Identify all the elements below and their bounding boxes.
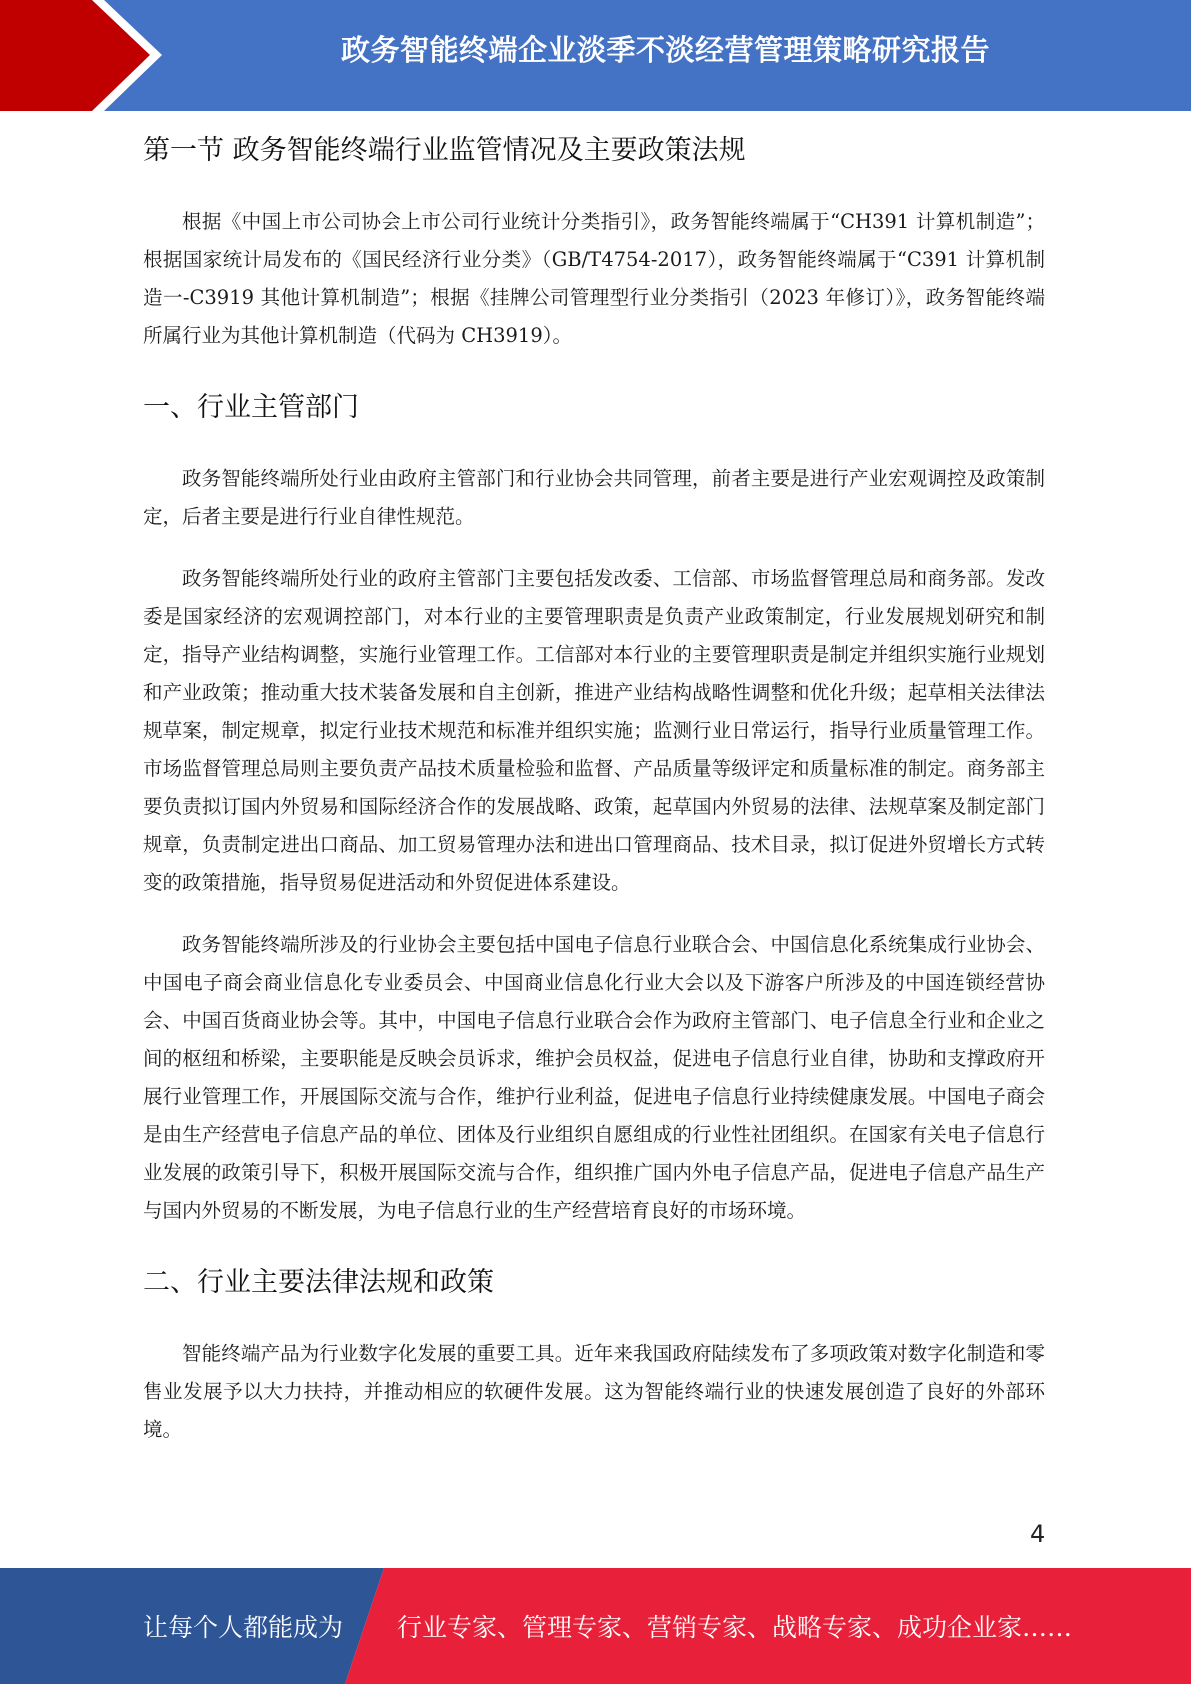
intro-paragraph: 根据《中国上市公司协会上市公司行业统计分类指引》，政务智能终端属于“CH391 计算机制造”；根据国家统计局发布的《国民经济行业分类》（GB/T4754-2017），政务智能终端属于“C391 计算机制造一-C3919 其他计算机制造”；根据《挂牌公司管理型行业分类指引（2023 年修订）》，政务智能终端所属行业为其他计算机制造（代码为 CH3919）。 <box>143 210 1045 347</box>
footer-slogan-right: 行业专家、管理专家、营销专家、战略专家、成功企业家…… <box>397 1613 1073 1642</box>
heading-industry-authorities: 一、行业主管部门 <box>143 392 359 423</box>
page-number: 4 <box>1030 1520 1046 1548</box>
paragraph-policy-support: 智能终端产品为行业数字化发展的重要工具。近年来我国政府陆续发布了多项政策对数字化制造和零售业发展予以大力扶持，并推动相应的软硬件发展。这为智能终端行业的快速发展创造了良好的外部环境。 <box>143 1342 1045 1441</box>
page-footer <box>0 1568 1191 1684</box>
page-header <box>0 0 1191 111</box>
paragraph-government-departments: 政务智能终端所处行业的政府主管部门主要包括发改委、工信部、市场监督管理总局和商务部。发改委是国家经济的宏观调控部门，对本行业的主要管理职责是负责产业政策制定，行业发展规划研究和制定，指导产业结构调整，实施行业管理工作。工信部对本行业的主要管理职责是制定并组织实施行业规划和产业政策；推动重大技术装备发展和自主创新，推进产业结构战略性调整和优化升级；起草相关法律法规草案，制定规章，拟定行业技术规范和标准并组织实施；监测行业日常运行，指导行业质量管理工作。市场监督管理总局则主要负责产品技术质量检验和监督、产品质量等级评定和质量标准的制定。商务部主要负责拟订国内外贸易和国际经济合作的发展战略、政策，起草国内外贸易的法律、法规草案及制定部门规章，负责制定进出口商品、加工贸易管理办法和进出口管理商品、技术目录，拟订促进外贸增长方式转变的政策措施，指导贸易促进活动和外贸促进体系建设。 <box>143 567 1045 894</box>
report-title: 政务智能终端企业淡季不淡经营管理策略研究报告 <box>340 33 990 67</box>
section-title: 第一节 政务智能终端行业监管情况及主要政策法规 <box>143 135 746 166</box>
heading-laws-and-policies: 二、行业主要法律法规和政策 <box>143 1267 494 1298</box>
footer-slogan-left: 让每个人都能成为 <box>143 1613 344 1642</box>
paragraph-industry-associations: 政务智能终端所涉及的行业协会主要包括中国电子信息行业联合会、中国信息化系统集成行业协会、中国电子商会商业信息化专业委员会、中国商业信息化行业大会以及下游客户所涉及的中国连锁经营协会、中国百货商业协会等。其中，中国电子信息行业联合会作为政府主管部门、电子信息全行业和企业之间的枢纽和桥梁，主要职能是反映会员诉求，维护会员权益，促进电子信息行业自律，协助和支撑政府开展行业管理工作，开展国际交流与合作，维护行业利益，促进电子信息行业持续健康发展。中国电子商会是由生产经营电子信息产品的单位、团体及行业组织自愿组成的行业性社团组织。在国家有关电子信息行业发展的政策引导下，积极开展国际交流与合作，组织推广国内外电子信息产品，促进电子信息产品生产与国内外贸易的不断发展，为电子信息行业的生产经营培育良好的市场环境。 <box>143 933 1045 1222</box>
page-content <box>143 128 1045 1449</box>
paragraph-management-overview: 政务智能终端所处行业由政府主管部门和行业协会共同管理，前者主要是进行产业宏观调控及政策制定，后者主要是进行行业自律性规范。 <box>143 467 1045 528</box>
